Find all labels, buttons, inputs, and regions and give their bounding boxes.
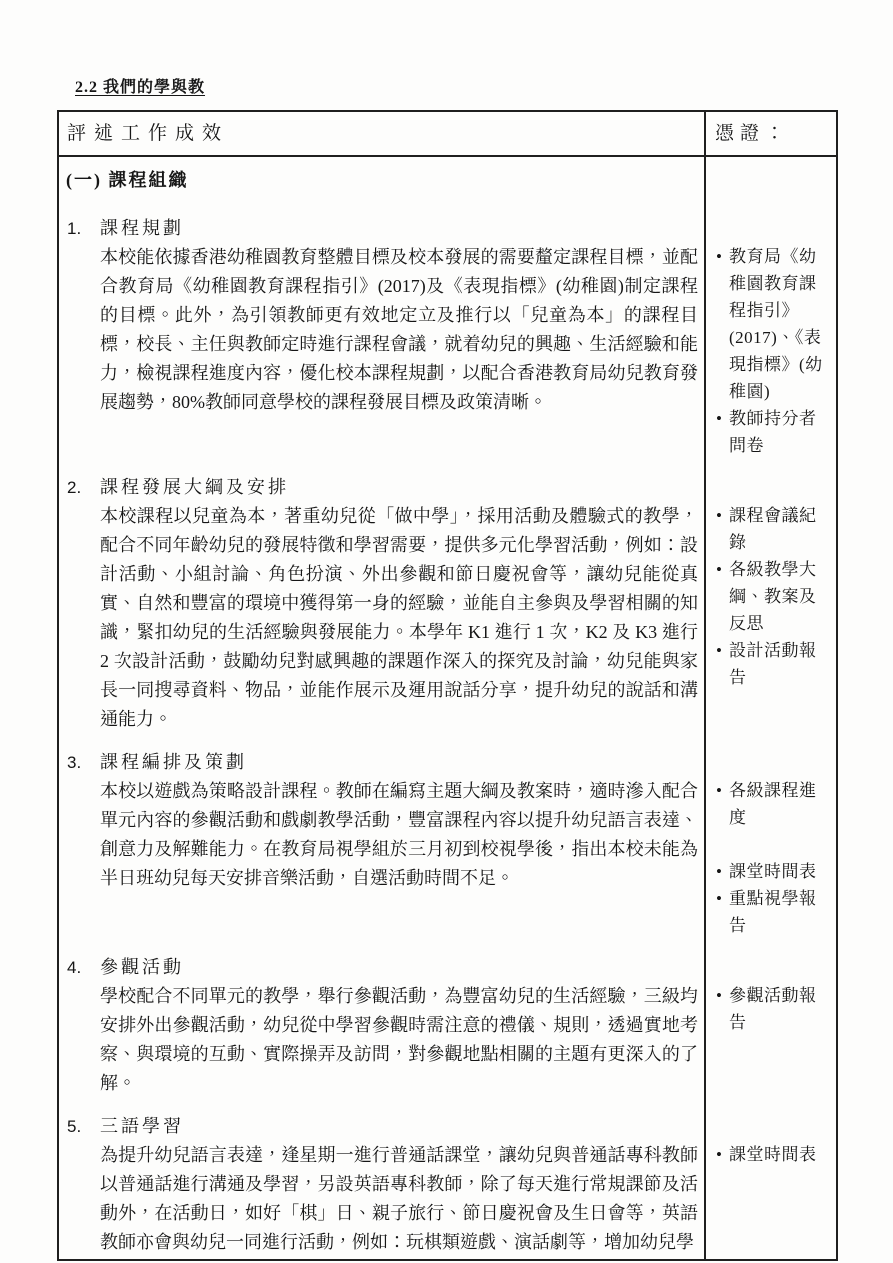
table-row-item-2	[59, 459, 836, 734]
table-section-row	[59, 157, 836, 200]
evidence-bullet: • 課堂時間表	[716, 1141, 828, 1168]
item-4-evidence-cell	[704, 939, 836, 1098]
section-title: 2.2 我們的學與教	[75, 79, 206, 96]
header-cell-evidence: 憑證：	[704, 112, 836, 157]
item-2-paragraph: 本校課程以兒童為本，著重幼兒從「做中學」，採用活動及體驗式的教學，配合不同年齡幼兒的發展特徵和學習需要，提供多元化學習活動，例如：設計活動、小組討論、角色扮演、外出參觀和節日慶祝會等，讓幼兒能從真實、自然和豐富的環境中獲得第一身的經驗，並能自主參與及學習相關的知識，緊扣幼兒的生活經驗與發展能力。本學年 K1 進行 1 次，K2 及 K3 進行 2 次設計活動，鼓勵幼兒對感興趣的課題作深入的探究及討論，幼兒能與家長一同搜尋資料、物品，並能作展示及運用說話分享，提升幼兒的說話和溝通能力。	[100, 506, 698, 729]
item-5-evidence-cell	[704, 1098, 836, 1259]
evidence-bullet: • 重點視學報告	[716, 885, 828, 939]
item-1-paragraph: 本校能依據香港幼稚園教育整體目標及校本發展的需要釐定課程目標，並配合教育局《幼稚園教育課程指引》(2017)及《表現指標》(幼稚園)制定課程的目標。此外，為引領教師更有效地定立及推行以「兒童為本」的課程目標，校長、主任與教師定時進行課程會議，就着幼兒的興趣、生活經驗和能力，檢視課程進度內容，優化校本課程規劃，以配合香港教育局幼兒教育發展趨勢，80%教師同意學校的課程發展目標及政策清晰。	[100, 247, 698, 412]
evidence-bullet: • 課程會議紀錄	[716, 502, 828, 556]
item-1-heading: 課程規劃	[100, 218, 184, 238]
evidence-bullet: • 各級課程進度	[716, 777, 828, 831]
item-5-number: 5.	[67, 1117, 82, 1136]
item-5-head	[67, 1112, 698, 1141]
item-1-commentary-cell	[59, 200, 704, 459]
item-5-evidence-list	[716, 1141, 828, 1168]
item-3-paragraph: 本校以遊戲為策略設計課程。教師在編寫主題大綱及教案時，適時滲入配合單元內容的參觀活動和戲劇教學活動，豐富課程內容以提升幼兒語言表達、創意力及解難能力。在教育局視學組於三月初到校視學後，指出本校未能為半日班幼兒每天安排音樂活動，自選活動時間不足。	[100, 781, 698, 888]
evidence-bullet: • 課堂時間表	[716, 858, 828, 885]
table-row-item-3	[59, 734, 836, 939]
table-row-item-4	[59, 939, 836, 1098]
item-3-heading: 課程編排及策劃	[100, 752, 247, 772]
item-2-commentary-cell	[59, 459, 704, 734]
item-4-heading: 參觀活動	[100, 957, 184, 977]
section-label: (一) 課程組織	[66, 170, 189, 190]
item-3-number: 3.	[67, 753, 82, 772]
item-1-number: 1.	[67, 219, 82, 238]
item-5-commentary-cell	[59, 1098, 704, 1259]
evidence-bullet: • 設計活動報告	[716, 637, 828, 691]
evidence-bullet: • 教育局《幼稚園教育課程指引》(2017)、《表現指標》(幼稚園)	[716, 243, 828, 405]
table-header-row	[59, 112, 836, 157]
item-3-evidence-list	[716, 777, 828, 939]
section-evidence-cell-empty	[704, 157, 836, 200]
header-cell-commentary: 評述工作成效	[59, 112, 704, 157]
item-4-number: 4.	[67, 958, 82, 977]
item-4-head	[67, 953, 698, 982]
item-2-evidence-cell	[704, 459, 836, 734]
item-3-evidence-cell	[704, 734, 836, 939]
item-1-evidence-cell	[704, 200, 836, 459]
table-row-item-5	[59, 1098, 836, 1259]
evidence-bullet: • 教師持分者問卷	[716, 405, 828, 459]
item-2-head	[67, 473, 698, 502]
item-4-paragraph: 學校配合不同單元的教學，舉行參觀活動，為豐富幼兒的生活經驗，三級均安排外出參觀活動，幼兒從中學習參觀時需注意的禮儀、規則，透過實地考察、與環境的互動、實際操弄及訪問，對參觀地點相關的主題有更深入的了解。	[100, 986, 698, 1093]
item-3-commentary-cell	[59, 734, 704, 939]
item-2-evidence-list	[716, 502, 828, 691]
item-4-evidence-list	[716, 982, 828, 1036]
item-4-commentary-cell	[59, 939, 704, 1098]
evidence-bullet: • 參觀活動報告	[716, 982, 828, 1036]
item-1-evidence-list	[716, 243, 828, 459]
item-2-heading: 課程發展大綱及安排	[100, 477, 289, 497]
item-1-head	[67, 214, 698, 243]
item-3-head	[67, 748, 698, 777]
table-row-item-1	[59, 200, 836, 459]
evidence-bullet: • 各級教學大綱、教案及反思	[716, 556, 828, 637]
evaluation-table	[57, 110, 838, 1261]
item-5-paragraph: 為提升幼兒語言表達，逢星期一進行普通話課堂，讓幼兒與普通話專科教師以普通話進行溝通及學習，另設英語專科教師，除了每天進行常規課節及活動外，在活動日，如好「棋」日、親子旅行、節日慶祝會及生日會等，英語教師亦會與幼兒一同進行活動，例如：玩棋類遊戲、演話劇等，增加幼兒學	[100, 1145, 698, 1252]
item-2-number: 2.	[67, 478, 82, 497]
item-5-heading: 三語學習	[100, 1116, 184, 1136]
